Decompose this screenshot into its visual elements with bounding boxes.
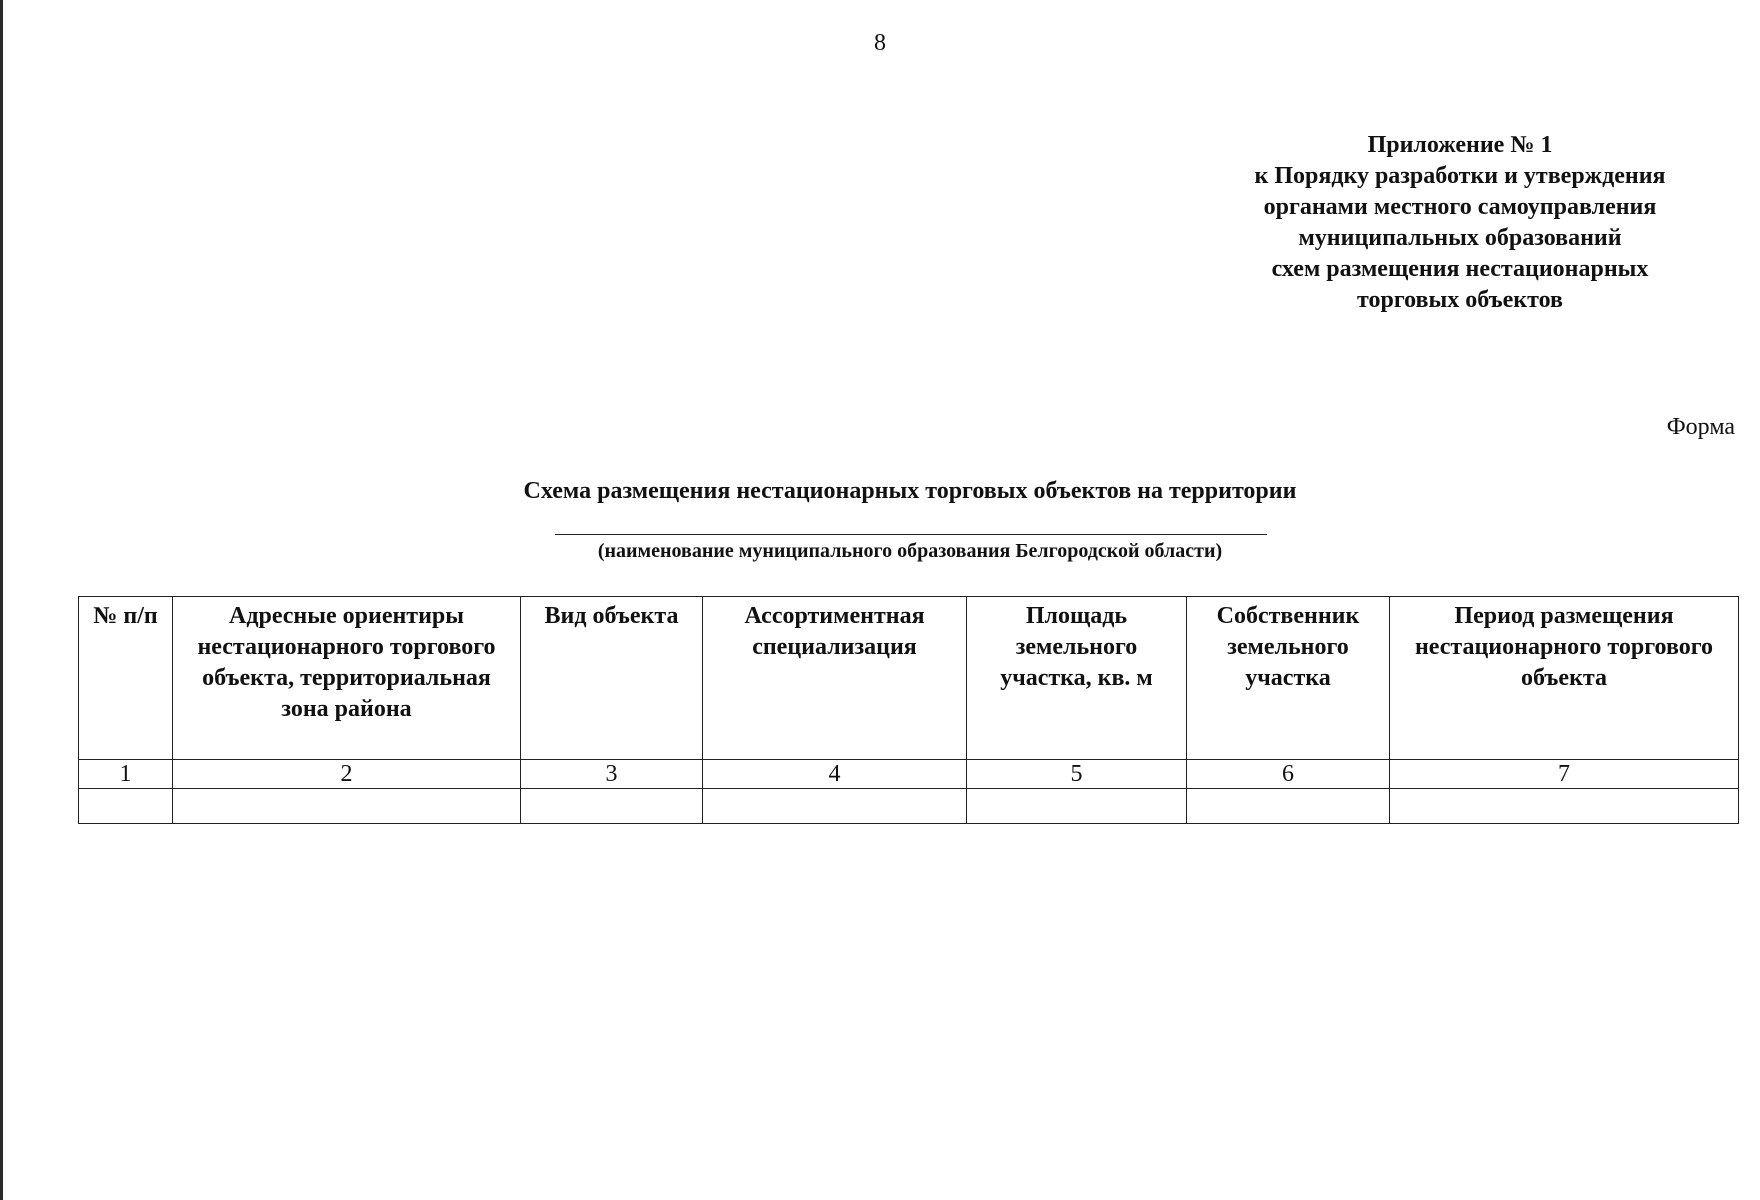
table-cell (967, 789, 1187, 824)
column-number: 7 (1390, 760, 1739, 789)
appendix-line: органами местного самоуправления (1263, 194, 1657, 220)
form-label: Форма (1666, 414, 1735, 440)
table-cell (521, 789, 703, 824)
header-number: № п/п (79, 597, 173, 760)
appendix-line: Приложение № 1 (1367, 132, 1553, 158)
header-assortment: Ассортиментная специализация (703, 597, 967, 760)
table-cell (173, 789, 521, 824)
table-cell (79, 789, 173, 824)
blank-caption: (наименование муниципального образования Белгородской области) (597, 540, 1223, 562)
table-cell (703, 789, 967, 824)
column-number: 6 (1187, 760, 1390, 789)
header-land-area: Площадь земельного участка, кв. м (967, 597, 1187, 760)
appendix-line: схем размещения нестационарных (1271, 256, 1649, 282)
empty-data-row (79, 789, 1739, 824)
appendix-line: к Порядку разработки и утверждения (1254, 163, 1666, 189)
page-number: 8 (874, 30, 886, 56)
header-placement-period: Период размещения нестационарного торгового объекта (1390, 597, 1739, 760)
table-header-row (79, 597, 1739, 760)
column-number: 2 (173, 760, 521, 789)
fill-in-blank-line (555, 534, 1267, 535)
appendix-line: торговых объектов (1357, 287, 1563, 313)
column-number: 1 (79, 760, 173, 789)
appendix-line: муниципальных образований (1298, 225, 1622, 251)
column-number: 5 (967, 760, 1187, 789)
column-number: 3 (521, 760, 703, 789)
table-cell (1187, 789, 1390, 824)
header-land-owner: Собственник земельного участка (1187, 597, 1390, 760)
document-title: Схема размещения нестационарных торговых объектов на территории (523, 478, 1297, 504)
header-object-type: Вид объекта (521, 597, 703, 760)
column-number: 4 (703, 760, 967, 789)
appendix-heading (1210, 130, 1710, 316)
column-number-row (79, 760, 1739, 789)
schema-table (78, 596, 1739, 824)
header-address: Адресные ориентиры нестационарного торгового объекта, территориальная зона района (173, 597, 521, 760)
table-cell (1390, 789, 1739, 824)
page-left-edge (0, 0, 3, 1200)
